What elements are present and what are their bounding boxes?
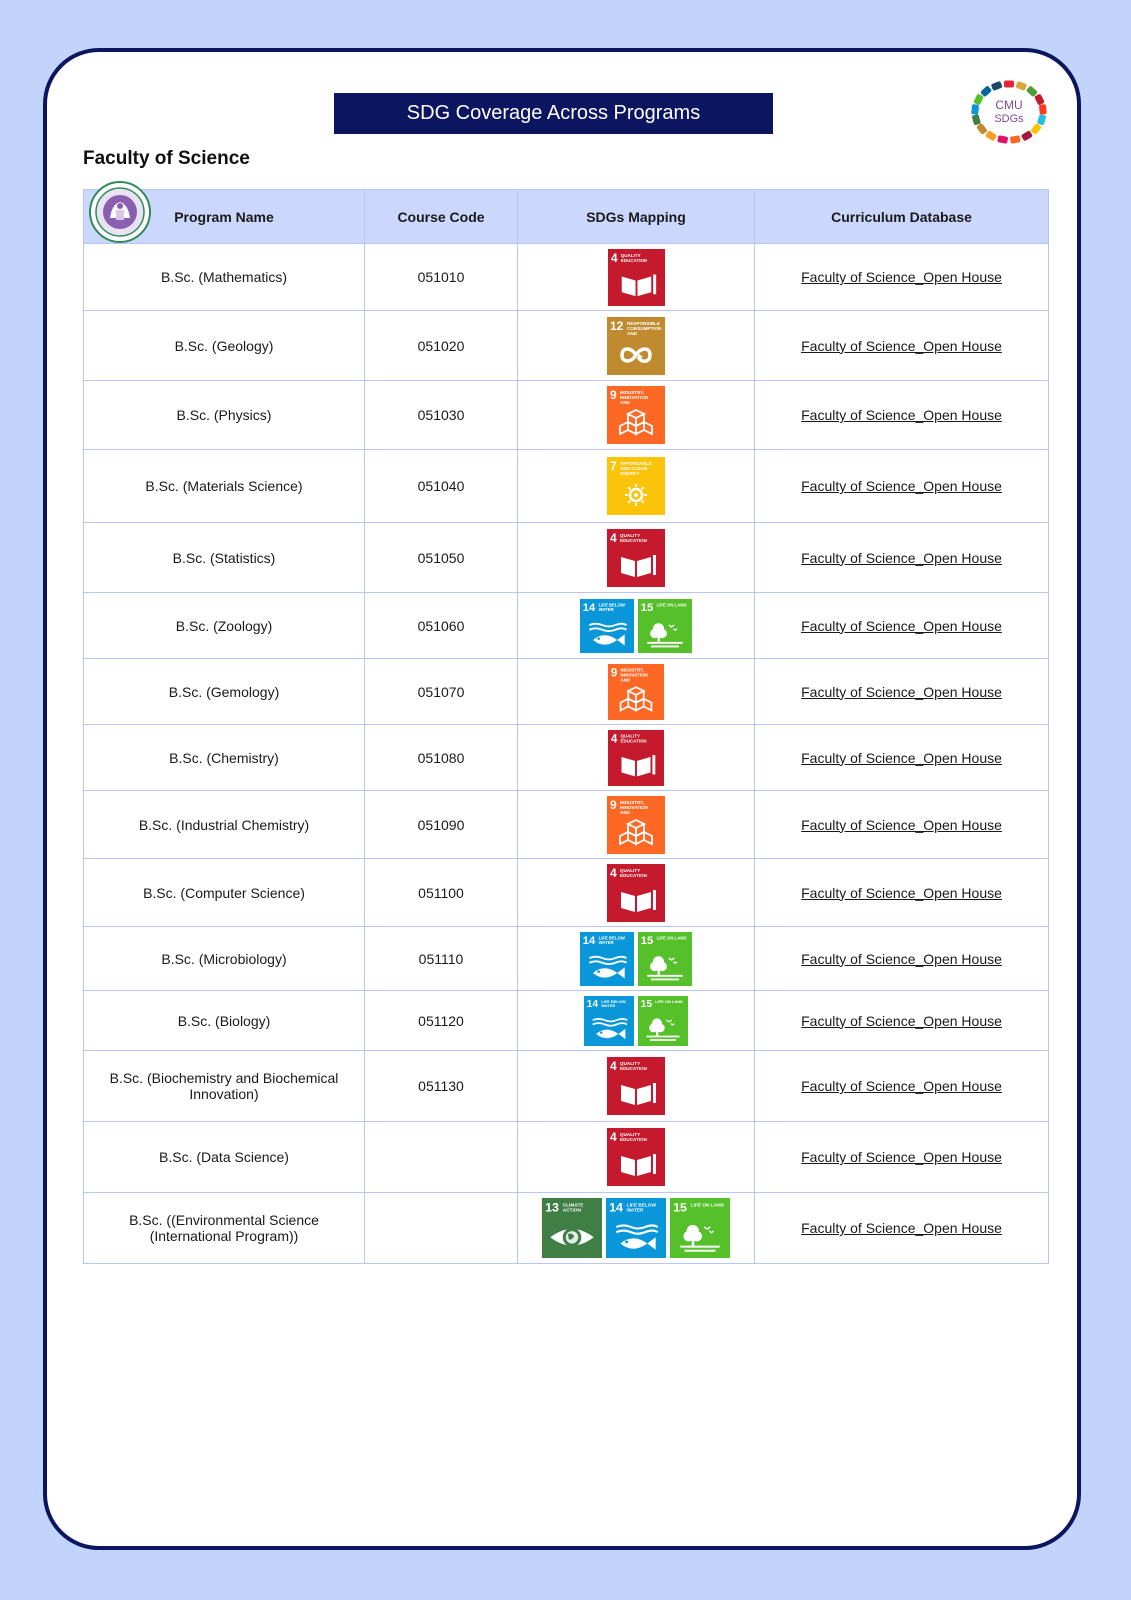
curriculum-database-cell — [755, 1193, 1049, 1264]
svg-text:4: 4 — [610, 1059, 617, 1073]
sdgs-mapping-cell — [518, 244, 755, 311]
table-row — [84, 244, 1049, 311]
sdg-4-icon — [607, 1128, 665, 1186]
svg-text:QUALITY: QUALITY — [620, 1061, 641, 1066]
svg-text:LIFE BELOW: LIFE BELOW — [601, 998, 626, 1004]
sdgs-mapping-cell — [518, 791, 755, 859]
svg-text:INNOVATION: INNOVATION — [620, 672, 648, 678]
svg-text:EDUCATION: EDUCATION — [620, 1066, 647, 1071]
sdg-15-icon — [638, 932, 692, 986]
svg-text:LIFE BELOW: LIFE BELOW — [598, 934, 625, 940]
curriculum-database-link[interactable]: Faculty of Science_Open House — [801, 617, 1002, 634]
svg-text:CONSUMPTION: CONSUMPTION — [627, 325, 662, 331]
svg-text:4: 4 — [610, 865, 617, 880]
sdgs-mapping-cell — [518, 1122, 755, 1193]
program-name-cell: B.Sc. (Statistics) — [84, 523, 365, 593]
sdgs-mapping-cell — [518, 311, 755, 381]
sdg-4-icon — [607, 529, 665, 587]
course-code-cell: 051100 — [365, 859, 518, 927]
svg-text:AND CLEAN: AND CLEAN — [620, 466, 648, 471]
svg-text:CMU: CMU — [995, 98, 1023, 112]
program-name-cell: B.Sc. (Biology) — [84, 991, 365, 1051]
svg-text:AFFORDABLE: AFFORDABLE — [620, 461, 652, 466]
svg-text:4: 4 — [610, 1130, 617, 1144]
svg-text:LIFE BELOW: LIFE BELOW — [598, 601, 625, 607]
table-header-row — [84, 190, 1049, 244]
curriculum-database-link[interactable]: Faculty of Science_Open House — [801, 478, 1002, 494]
sdg-4-icon — [608, 730, 664, 786]
sdgs-mapping-cell — [518, 927, 755, 991]
svg-text:INDUSTRY,: INDUSTRY, — [620, 390, 645, 395]
svg-text:ACTION: ACTION — [562, 1208, 581, 1214]
svg-text:LIFE ON LAND: LIFE ON LAND — [690, 1203, 724, 1209]
curriculum-database-cell — [755, 311, 1049, 381]
curriculum-database-link[interactable]: Faculty of Science_Open House — [801, 407, 1002, 423]
svg-text:LIFE ON LAND: LIFE ON LAND — [656, 934, 687, 940]
curriculum-database-cell — [755, 244, 1049, 311]
program-name-cell: B.Sc. (Zoology) — [84, 593, 365, 659]
svg-text:4: 4 — [610, 530, 617, 545]
curriculum-database-link[interactable]: Faculty of Science_Open House — [801, 816, 1002, 833]
sdg-13-icon — [542, 1198, 602, 1258]
sdg-14-icon — [580, 599, 634, 653]
table-row — [84, 1193, 1049, 1264]
svg-text:EDUCATION: EDUCATION — [620, 257, 647, 263]
program-name-cell: B.Sc. (Chemistry) — [84, 725, 365, 791]
svg-text:CLIMATE: CLIMATE — [562, 1203, 584, 1209]
svg-text:15: 15 — [640, 601, 654, 614]
program-name-cell: B.Sc. (Microbiology) — [84, 927, 365, 991]
svg-text:INDUSTRY,: INDUSTRY, — [620, 667, 644, 673]
svg-text:9: 9 — [610, 388, 617, 402]
program-name-cell: B.Sc. (Geology) — [84, 311, 365, 381]
svg-text:14: 14 — [586, 998, 599, 1010]
program-name-cell: B.Sc. (Mathematics) — [84, 244, 365, 311]
course-code-cell: 051040 — [365, 450, 518, 523]
svg-text:QUALITY: QUALITY — [620, 1132, 641, 1137]
program-name-cell: B.Sc. (Computer Science) — [84, 859, 365, 927]
svg-text:14: 14 — [582, 934, 596, 947]
course-code-cell: 051070 — [365, 659, 518, 725]
table-row — [84, 1122, 1049, 1193]
svg-text:QUALITY: QUALITY — [620, 733, 641, 739]
curriculum-database-link[interactable]: Faculty of Science_Open House — [801, 337, 1002, 354]
svg-text:WATER: WATER — [598, 606, 614, 612]
faculty-seal-logo — [88, 180, 152, 244]
svg-text:RESPONSIBLE: RESPONSIBLE — [627, 320, 660, 326]
sdg-15-icon — [638, 996, 688, 1046]
curriculum-database-cell — [755, 1051, 1049, 1122]
svg-text:ENERGY: ENERGY — [620, 471, 640, 476]
svg-text:12: 12 — [610, 318, 624, 333]
curriculum-database-cell — [755, 1122, 1049, 1193]
course-code-cell: 051080 — [365, 725, 518, 791]
svg-text:15: 15 — [673, 1200, 687, 1215]
svg-text:LIFE BELOW: LIFE BELOW — [626, 1203, 656, 1209]
svg-text:INNOVATION: INNOVATION — [620, 804, 649, 810]
curriculum-database-cell — [755, 927, 1049, 991]
table-row — [84, 381, 1049, 450]
sdgs-mapping-cell — [518, 859, 755, 927]
curriculum-database-link[interactable]: Faculty of Science_Open House — [801, 1012, 1002, 1029]
svg-text:4: 4 — [610, 251, 618, 265]
sdg-4-icon — [608, 249, 665, 306]
svg-text:EDUCATION: EDUCATION — [620, 872, 647, 878]
svg-text:QUALITY: QUALITY — [620, 252, 641, 258]
header-course-code: Course Code — [365, 190, 518, 244]
course-code-cell: 051020 — [365, 311, 518, 381]
curriculum-database-cell — [755, 381, 1049, 450]
svg-text:QUALITY: QUALITY — [620, 867, 641, 873]
sdg-9-icon — [607, 796, 665, 854]
curriculum-database-link[interactable]: Faculty of Science_Open House — [801, 549, 1002, 566]
svg-text:INDUSTRY,: INDUSTRY, — [620, 799, 645, 805]
svg-text:AND: AND — [627, 330, 637, 336]
course-code-cell: 051090 — [365, 791, 518, 859]
table-row — [84, 450, 1049, 523]
sdgs-mapping-cell — [518, 381, 755, 450]
course-code-cell: 051060 — [365, 593, 518, 659]
curriculum-database-link[interactable]: Faculty of Science_Open House — [801, 683, 1002, 700]
curriculum-database-cell — [755, 659, 1049, 725]
table-row — [84, 791, 1049, 859]
course-code-cell: 051110 — [365, 927, 518, 991]
cmu-sdgs-logo — [969, 79, 1049, 145]
table-row — [84, 725, 1049, 791]
program-name-cell: B.Sc. (Physics) — [84, 381, 365, 450]
sdg-15-icon — [638, 599, 692, 653]
table-row — [84, 659, 1049, 725]
page-title: SDG Coverage Across Programs — [334, 93, 773, 134]
sdgs-mapping-cell — [518, 593, 755, 659]
sdg-9-icon — [607, 386, 665, 444]
svg-text:AND: AND — [620, 400, 630, 405]
program-name-cell: B.Sc. (Materials Science) — [84, 450, 365, 523]
curriculum-database-link[interactable]: Faculty of Science_Open House — [801, 749, 1002, 766]
curriculum-database-link[interactable]: Faculty of Science_Open House — [801, 269, 1002, 285]
svg-text:7: 7 — [610, 459, 617, 473]
sdgs-mapping-cell — [518, 1051, 755, 1122]
sdgs-mapping-cell — [518, 659, 755, 725]
sdg-4-icon — [607, 1057, 665, 1115]
course-code-cell: 051050 — [365, 523, 518, 593]
sdg-14-icon — [584, 996, 634, 1046]
svg-text:AND: AND — [620, 809, 630, 815]
curriculum-database-link[interactable]: Faculty of Science_Open House — [801, 1078, 1002, 1094]
curriculum-database-cell — [755, 859, 1049, 927]
course-code-cell — [365, 1122, 518, 1193]
svg-text:LIFE ON LAND: LIFE ON LAND — [655, 998, 683, 1004]
sdg-15-icon — [670, 1198, 730, 1258]
table-row — [84, 593, 1049, 659]
sdgs-mapping-cell — [518, 1193, 755, 1264]
sdg-14-icon — [580, 932, 634, 986]
course-code-cell — [365, 1193, 518, 1264]
svg-text:9: 9 — [610, 667, 618, 680]
header-curriculum-database: Curriculum Database — [755, 190, 1049, 244]
header-program-name: Program Name — [84, 190, 365, 244]
program-name-cell: B.Sc. (Data Science) — [84, 1122, 365, 1193]
table-row — [84, 1051, 1049, 1122]
svg-text:WATER: WATER — [601, 1002, 616, 1008]
program-name-cell: B.Sc. (Gemology) — [84, 659, 365, 725]
curriculum-database-cell — [755, 593, 1049, 659]
header-sdgs-mapping: SDGs Mapping — [518, 190, 755, 244]
curriculum-database-cell — [755, 991, 1049, 1051]
curriculum-database-cell — [755, 791, 1049, 859]
svg-text:EDUCATION: EDUCATION — [620, 738, 647, 744]
svg-text:15: 15 — [640, 934, 654, 947]
program-name-cell: B.Sc. (Biochemistry and Biochemical Innovation) — [84, 1051, 365, 1122]
sdg-12-icon — [607, 317, 665, 375]
sdg-7-icon — [607, 457, 665, 515]
course-code-cell: 051130 — [365, 1051, 518, 1122]
table-row — [84, 927, 1049, 991]
curriculum-database-cell — [755, 523, 1049, 593]
svg-text:WATER: WATER — [598, 939, 614, 945]
sdg-14-icon — [606, 1198, 666, 1258]
svg-text:EDUCATION: EDUCATION — [620, 537, 647, 543]
svg-text:9: 9 — [610, 797, 617, 812]
sdgs-mapping-cell — [518, 725, 755, 791]
sdgs-mapping-cell — [518, 991, 755, 1051]
svg-text:WATER: WATER — [626, 1208, 644, 1214]
sdgs-mapping-cell — [518, 450, 755, 523]
curriculum-database-link[interactable]: Faculty of Science_Open House — [801, 950, 1002, 967]
table-row — [84, 991, 1049, 1051]
curriculum-database-link[interactable]: Faculty of Science_Open House — [801, 1149, 1002, 1165]
svg-text:INNOVATION: INNOVATION — [620, 395, 649, 400]
svg-text:4: 4 — [610, 733, 618, 746]
table-row — [84, 523, 1049, 593]
svg-text:LIFE ON LAND: LIFE ON LAND — [656, 601, 687, 607]
sdg-4-icon — [607, 864, 665, 922]
curriculum-database-link[interactable]: Faculty of Science_Open House — [801, 1220, 1002, 1236]
curriculum-database-cell — [755, 450, 1049, 523]
svg-text:13: 13 — [545, 1200, 559, 1215]
sdgs-mapping-cell — [518, 523, 755, 593]
course-code-cell: 051010 — [365, 244, 518, 311]
course-code-cell: 051030 — [365, 381, 518, 450]
course-code-cell: 051120 — [365, 991, 518, 1051]
svg-text:SDGs: SDGs — [994, 113, 1024, 125]
svg-text:AND: AND — [620, 676, 631, 682]
svg-text:15: 15 — [640, 998, 653, 1010]
table-row — [84, 859, 1049, 927]
svg-text:14: 14 — [582, 601, 596, 614]
program-name-cell: B.Sc. ((Environmental Science (International Program)) — [84, 1193, 365, 1264]
svg-text:QUALITY: QUALITY — [620, 532, 641, 538]
program-name-cell: B.Sc. (Industrial Chemistry) — [84, 791, 365, 859]
curriculum-database-link[interactable]: Faculty of Science_Open House — [801, 884, 1002, 901]
sdg-coverage-table — [83, 189, 1049, 1264]
svg-text:EDUCATION: EDUCATION — [620, 1137, 647, 1142]
sdg-9-icon — [608, 664, 664, 720]
curriculum-database-cell — [755, 725, 1049, 791]
faculty-heading: Faculty of Science — [83, 148, 250, 169]
table-row — [84, 311, 1049, 381]
svg-text:14: 14 — [609, 1200, 623, 1215]
